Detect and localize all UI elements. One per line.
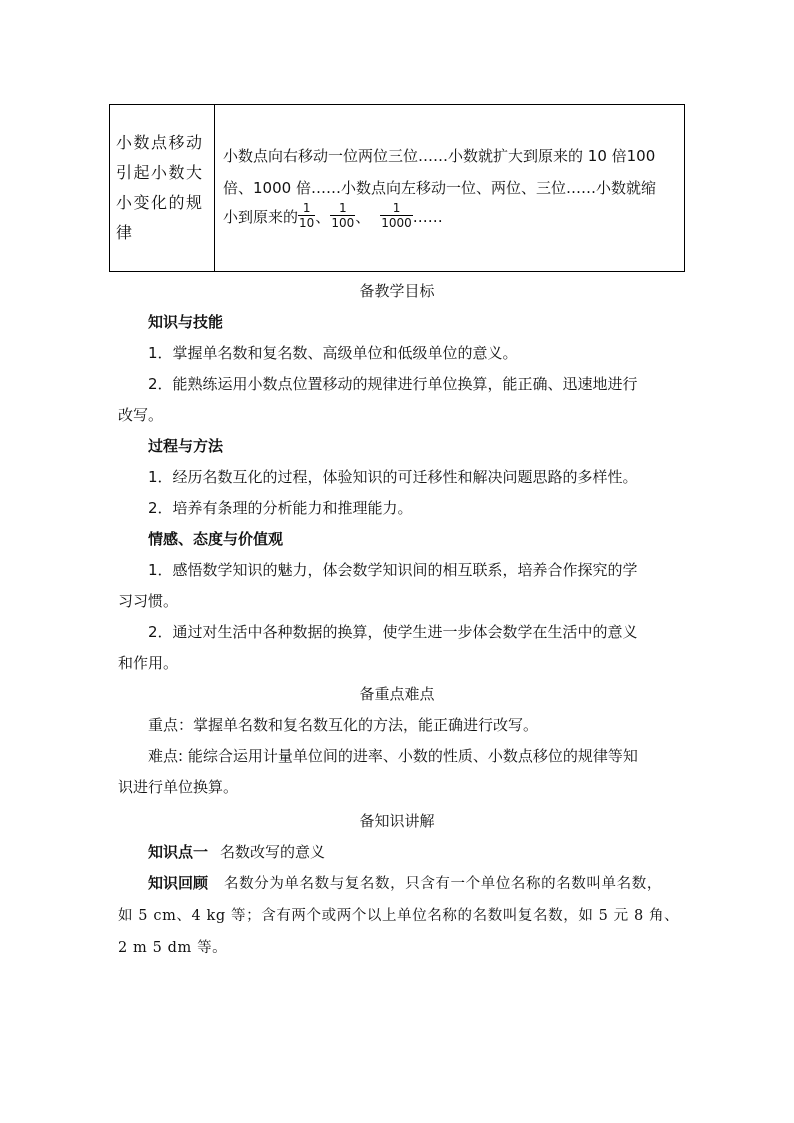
rule-table	[109, 104, 685, 272]
fraction-1-1000: $\frac{1}{1000}$	[381, 201, 412, 230]
paragraph-difficulty: 难点: 能综合运用计量单位间的进率、小数的性质、小数点移位的规律等知	[148, 747, 638, 765]
paragraph-key-point: 重点：掌握单名数和复名数互化的方法，能正确进行改写。	[148, 716, 539, 734]
subheading-process-method: 过程与方法	[148, 437, 224, 455]
paragraph: 和作用。	[118, 654, 179, 672]
subheading-knowledge-skills: 知识与技能	[148, 313, 224, 331]
separator: 、	[355, 208, 371, 226]
table-text-line-2: 倍、1000 倍……小数点向左移动一位、两位、三位……小数就缩	[223, 179, 656, 197]
paragraph: 1．掌握单名数和复名数、高级单位和低级单位的意义。	[148, 344, 518, 362]
table-text-line-3	[223, 203, 443, 232]
section-heading-goals: 备教学目标	[359, 282, 435, 300]
paragraph: 改写。	[118, 406, 164, 424]
fraction-prefix: 小到原来的	[223, 208, 299, 226]
paragraph: 2．能熟练运用小数点位置移动的规律进行单位换算，能正确、迅速地进行	[148, 375, 638, 393]
fraction-1-100: $\frac{1}{100}$	[331, 201, 355, 230]
paragraph: 2．通过对生活中各种数据的换算，使学生进一步体会数学在生活中的意义	[148, 623, 638, 641]
knowledge-point-label: 知识点一	[148, 843, 209, 861]
subheading-emotion-values: 情感、态度与价值观	[148, 530, 284, 548]
separator: 、	[315, 208, 331, 226]
review-line-1	[148, 872, 662, 893]
paragraph: 2．培养有条理的分析能力和推理能力。	[148, 499, 413, 517]
paragraph: 识进行单位换算。	[118, 778, 239, 796]
table-text-line-1: 小数点向右移动一位两位三位……小数就扩大到原来的 10 倍100	[223, 147, 656, 165]
paragraph: 1．感悟数学知识的魅力，体会数学知识间的相互联系，培养合作探究的学	[148, 561, 638, 579]
fraction-suffix: ……	[412, 208, 443, 226]
table-right-cell	[215, 105, 684, 271]
section-heading-key-points: 备重点难点	[359, 685, 435, 703]
review-text: 名数分为单名数与复名数，只含有一个单位名称的名数叫单名数，	[224, 876, 662, 892]
paragraph: 1．经历名数互化的过程，体验知识的可迁移性和解决问题思路的多样性。	[148, 468, 638, 486]
paragraph: 习习惯。	[118, 592, 179, 610]
fraction-1-10: $\frac{1}{10}$	[299, 201, 315, 230]
review-line-2: 如 5 cm、4 kg 等；含有两个或两个以上单位名称的名数叫复名数，如 5 元 8 角、	[118, 908, 680, 924]
review-line-3: 2 m 5 dm 等。	[118, 940, 228, 956]
knowledge-point-name: 名数改写的意义	[220, 843, 326, 861]
section-heading-knowledge: 备知识讲解	[359, 812, 435, 830]
review-label: 知识回顾	[148, 874, 209, 892]
knowledge-point-title	[148, 841, 325, 862]
table-left-cell: 小数点移动引起小数大小变化的规律	[110, 105, 215, 271]
